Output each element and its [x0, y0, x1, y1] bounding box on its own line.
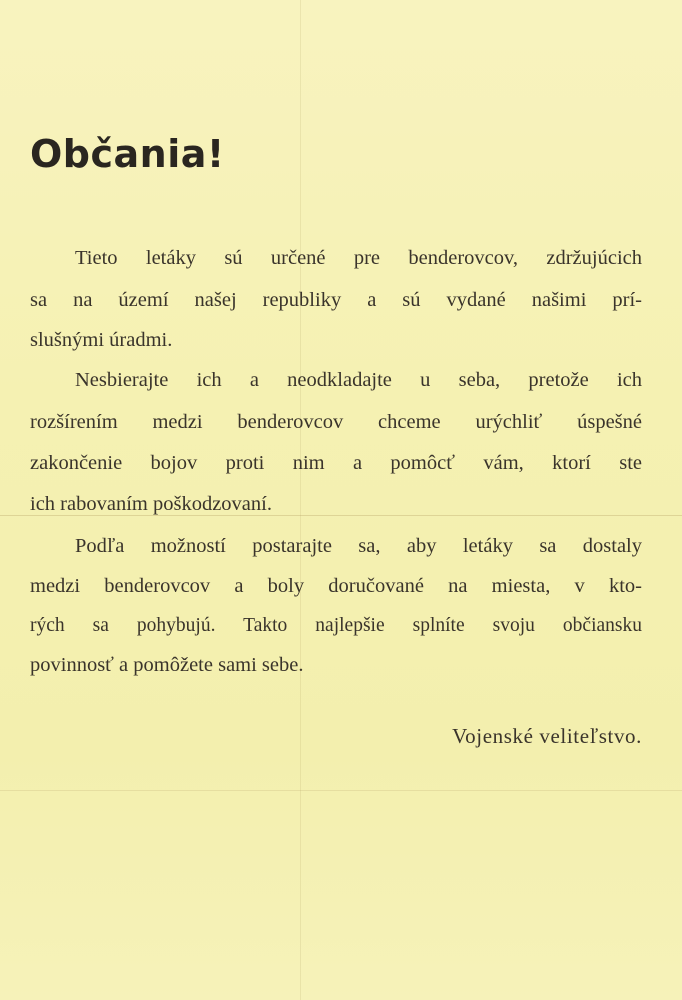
text-line: povinnosť a pomôžete sami sebe.	[30, 654, 304, 676]
text-line: rozšírením medzi benderovcov chceme urýchliť úspešné	[30, 411, 642, 433]
text-line: ich rabovaním poškodzovaní.	[30, 493, 272, 515]
paper-fold	[0, 790, 682, 791]
signature: Vojenské veliteľstvo.	[452, 724, 642, 748]
text-line: zakončenie bojov proti nim a pomôcť vám, ktorí ste	[30, 452, 642, 474]
text-line: Tieto letáky sú určené pre benderovcov, zdržujúcich	[75, 247, 642, 269]
text-line: medzi benderovcov a boly doručované na miesta, v kto-	[30, 575, 642, 597]
leaflet-title: Občania!	[30, 132, 225, 176]
text-line: rých sa pohybujú. Takto najlepšie splníte svoju občiansku	[30, 615, 642, 636]
text-line: sa na území našej republiky a sú vydané našimi prí-	[30, 289, 642, 311]
text-line: Podľa možností postarajte sa, aby letáky sa dostaly	[75, 535, 642, 557]
text-line: Nesbierajte ich a neodkladajte u seba, pretože ich	[75, 369, 642, 391]
text-line: slušnými úradmi.	[30, 329, 173, 351]
